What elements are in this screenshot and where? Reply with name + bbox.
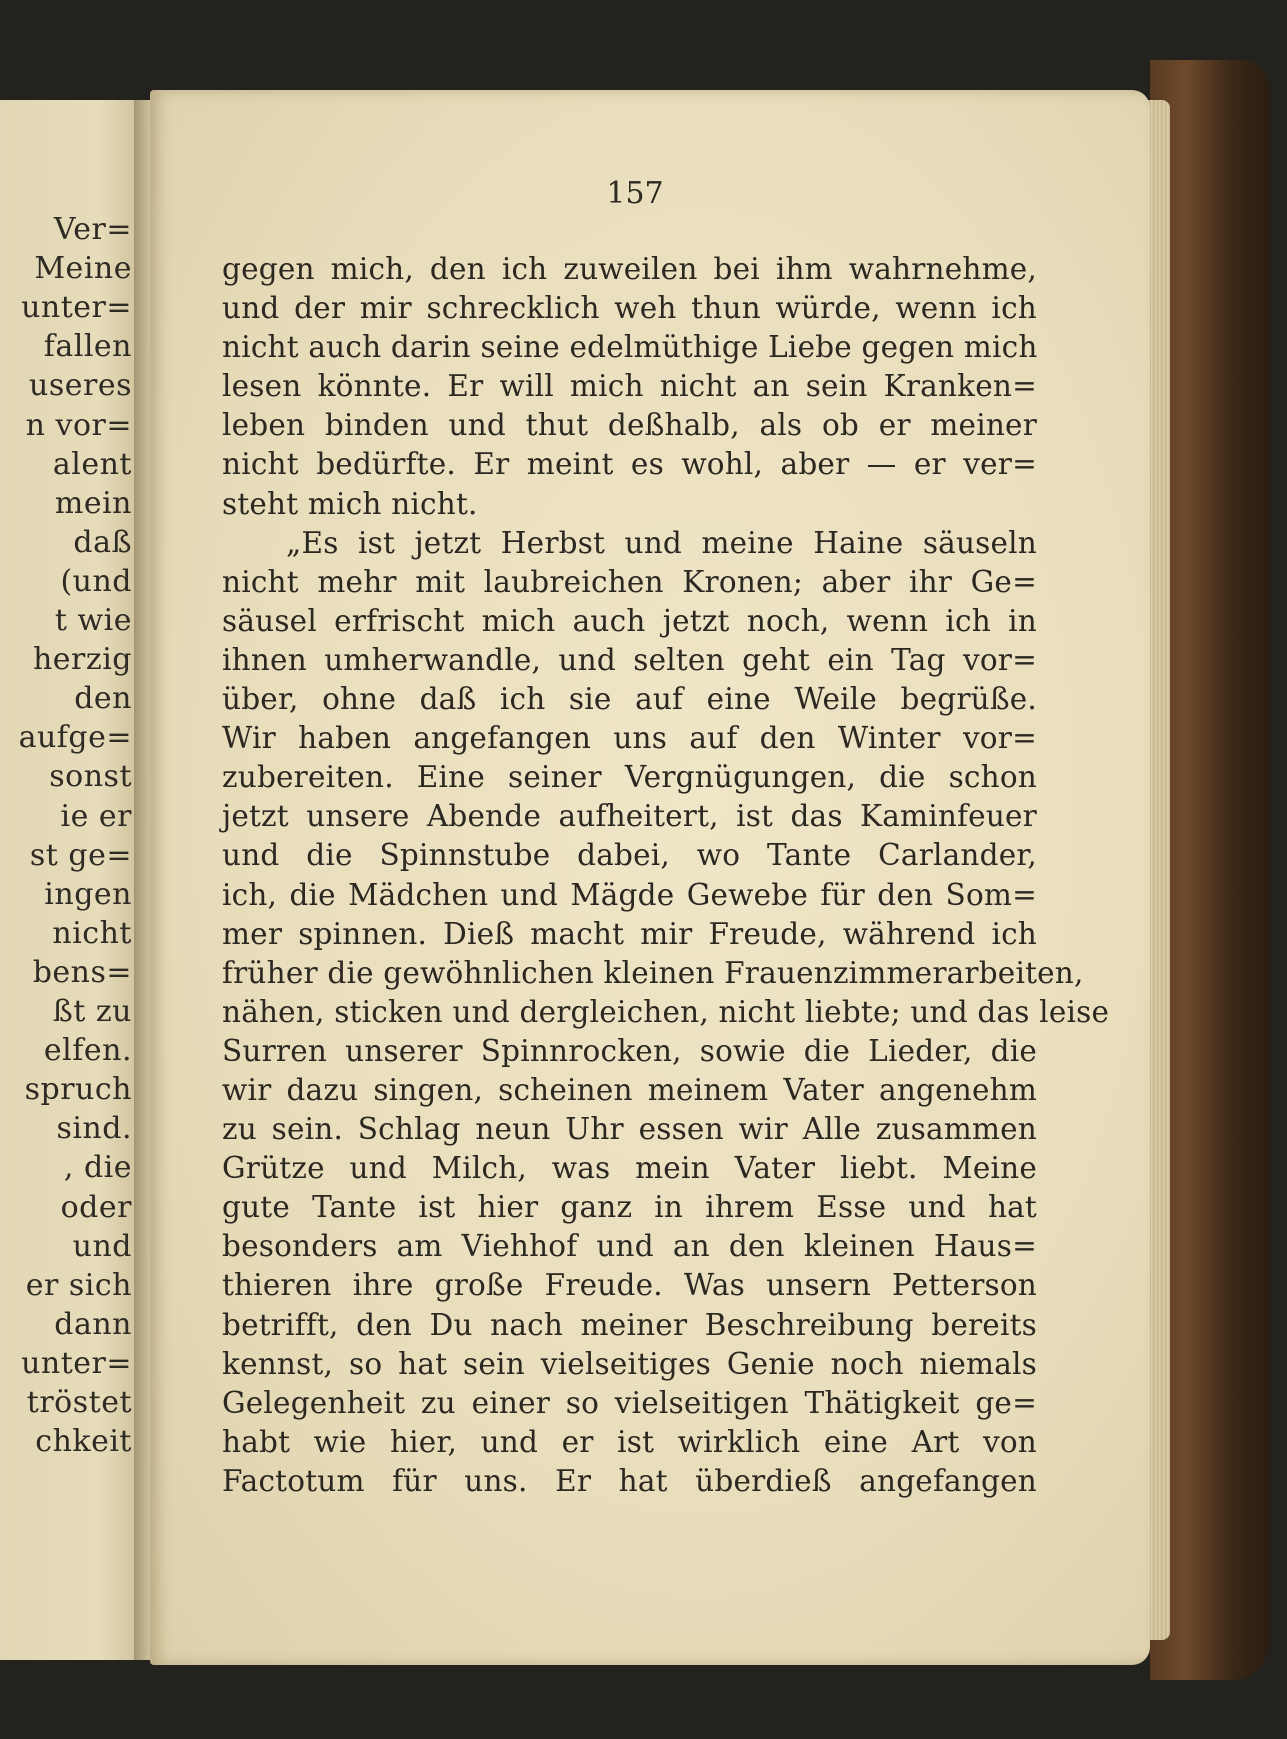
- previous-page-text-fragment: t wie: [54, 603, 132, 638]
- previous-page-text-fragment: oder: [60, 1189, 132, 1225]
- previous-page-text-fragment: unter=: [21, 1345, 132, 1381]
- text-line: nicht auch darin seine edelmüthige Liebe gegen mich: [222, 330, 1038, 365]
- previous-page-text-fragment: ingen: [44, 876, 132, 912]
- previous-page-text-fragment: Ver=: [53, 212, 132, 247]
- previous-page-text-fragment: und: [72, 1228, 132, 1264]
- text-line: habt wie hier, und er ist wirklich eine Art von: [222, 1424, 1037, 1459]
- previous-page-text-fragment: alent: [52, 446, 132, 482]
- previous-page-text-fragment: dann: [54, 1306, 132, 1342]
- text-line: nicht mehr mit laubreichen Kronen; aber ihr Ge=: [222, 564, 1037, 599]
- text-line: lesen könnte. Er will mich nicht an sein Kranken=: [222, 369, 1037, 404]
- previous-page-text-fragment: useres: [29, 368, 132, 404]
- previous-page-text-fragment: daß: [73, 524, 132, 560]
- text-line: früher die gewöhnlichen kleinen Frauenzimmerarbeiten,: [222, 955, 1084, 990]
- text-line: Grütze und Milch, was mein Vater liebt. Meine: [222, 1151, 1037, 1186]
- text-line: mer spinnen. Dieß macht mir Freude, während ich: [222, 916, 1037, 951]
- text-line: „Es ist jetzt Herbst und meine Haine säuseln: [286, 525, 1037, 560]
- text-line: wir dazu singen, scheinen meinem Vater angenehm: [222, 1072, 1037, 1107]
- previous-page-text-fragment: ie er: [60, 798, 132, 834]
- text-line: ich, die Mädchen und Mägde Gewebe für den Som=: [222, 877, 1037, 912]
- previous-page-text-fragment: herzig: [32, 642, 132, 678]
- text-line: Gelegenheit zu einer so vielseitigen Thätigkeit ge=: [222, 1385, 1037, 1420]
- previous-page-text-fragment: (und: [60, 563, 132, 599]
- text-line: Surren unserer Spinnrocken, sowie die Lieder, die: [222, 1033, 1037, 1068]
- text-line: jetzt unsere Abende aufheitert, ist das Kaminfeuer: [222, 799, 1037, 834]
- text-line: besonders am Viehhof und an den kleinen Haus=: [222, 1229, 1037, 1264]
- previous-page-text-fragment: , die: [63, 1150, 132, 1186]
- previous-page-text-fragment: st ge=: [29, 837, 132, 873]
- previous-page: [0, 100, 142, 1660]
- previous-page-text-fragment: mein: [54, 485, 132, 521]
- text-line: Factotum für uns. Er hat überdieß angefangen: [222, 1463, 1037, 1498]
- previous-page-text-fragment: bens=: [32, 954, 132, 990]
- page-number: 157: [606, 176, 664, 211]
- text-line: Wir haben angefangen uns auf den Winter vor=: [222, 721, 1037, 756]
- text-line: nicht bedürfte. Er meint es wohl, aber — er ver=: [222, 447, 1037, 482]
- previous-page-text-fragment: ßt zu: [52, 994, 132, 1029]
- text-line: betrifft, den Du nach meiner Beschreibung bereits: [222, 1307, 1037, 1342]
- previous-page-text-fragment: n vor=: [25, 407, 132, 443]
- text-line: und die Spinnstube dabei, wo Tante Carlander,: [222, 838, 1037, 873]
- previous-page-text-fragment: tröstet: [26, 1385, 132, 1420]
- page-body-text: [222, 250, 1110, 1501]
- previous-page-text-fragment: sind.: [56, 1111, 132, 1147]
- previous-page-text-fragment: nicht: [52, 915, 132, 951]
- previous-page-text-fragment: Meine: [34, 251, 132, 287]
- previous-page-text-fragment: fallen: [43, 329, 132, 365]
- text-line: ihnen umherwandle, und selten geht ein Tag vor=: [222, 642, 1037, 677]
- previous-page-text-fragment: er sich: [25, 1267, 132, 1303]
- text-line: thieren ihre große Freude. Was unsern Petterson: [222, 1268, 1037, 1303]
- text-line: gute Tante ist hier ganz in ihrem Esse und hat: [222, 1190, 1037, 1225]
- previous-page-text-fragment: den: [74, 681, 132, 717]
- previous-page-text-fragment: spruch: [24, 1072, 132, 1108]
- previous-page-text-fragment: elfen.: [43, 1033, 132, 1069]
- previous-page-text-fragment: unter=: [21, 290, 132, 326]
- text-line: und der mir schrecklich weh thun würde, wenn ich: [222, 291, 1037, 326]
- text-line: über, ohne daß ich sie auf eine Weile begrüße.: [222, 682, 1037, 717]
- previous-page-text-fragment: aufge=: [18, 720, 132, 756]
- previous-page-text-fragment: chkeit: [35, 1424, 132, 1460]
- text-line: nähen, sticken und dergleichen, nicht liebte; und das leise: [222, 994, 1110, 1029]
- text-line: zubereiten. Eine seiner Vergnügungen, die schon: [222, 760, 1037, 795]
- text-line: gegen mich, den ich zuweilen bei ihm wahrnehme,: [222, 252, 1037, 286]
- text-line: säusel erfrischt mich auch jetzt noch, wenn ich in: [222, 603, 1037, 638]
- previous-page-text-fragment: sonst: [49, 759, 132, 795]
- text-line: kennst, so hat sein vielseitiges Genie noch niemals: [222, 1346, 1037, 1381]
- text-line: leben binden und thut deßhalb, als ob er meiner: [222, 408, 1037, 443]
- text-line: steht mich nicht.: [222, 486, 478, 521]
- text-line: zu sein. Schlag neun Uhr essen wir Alle zusammen: [222, 1112, 1037, 1147]
